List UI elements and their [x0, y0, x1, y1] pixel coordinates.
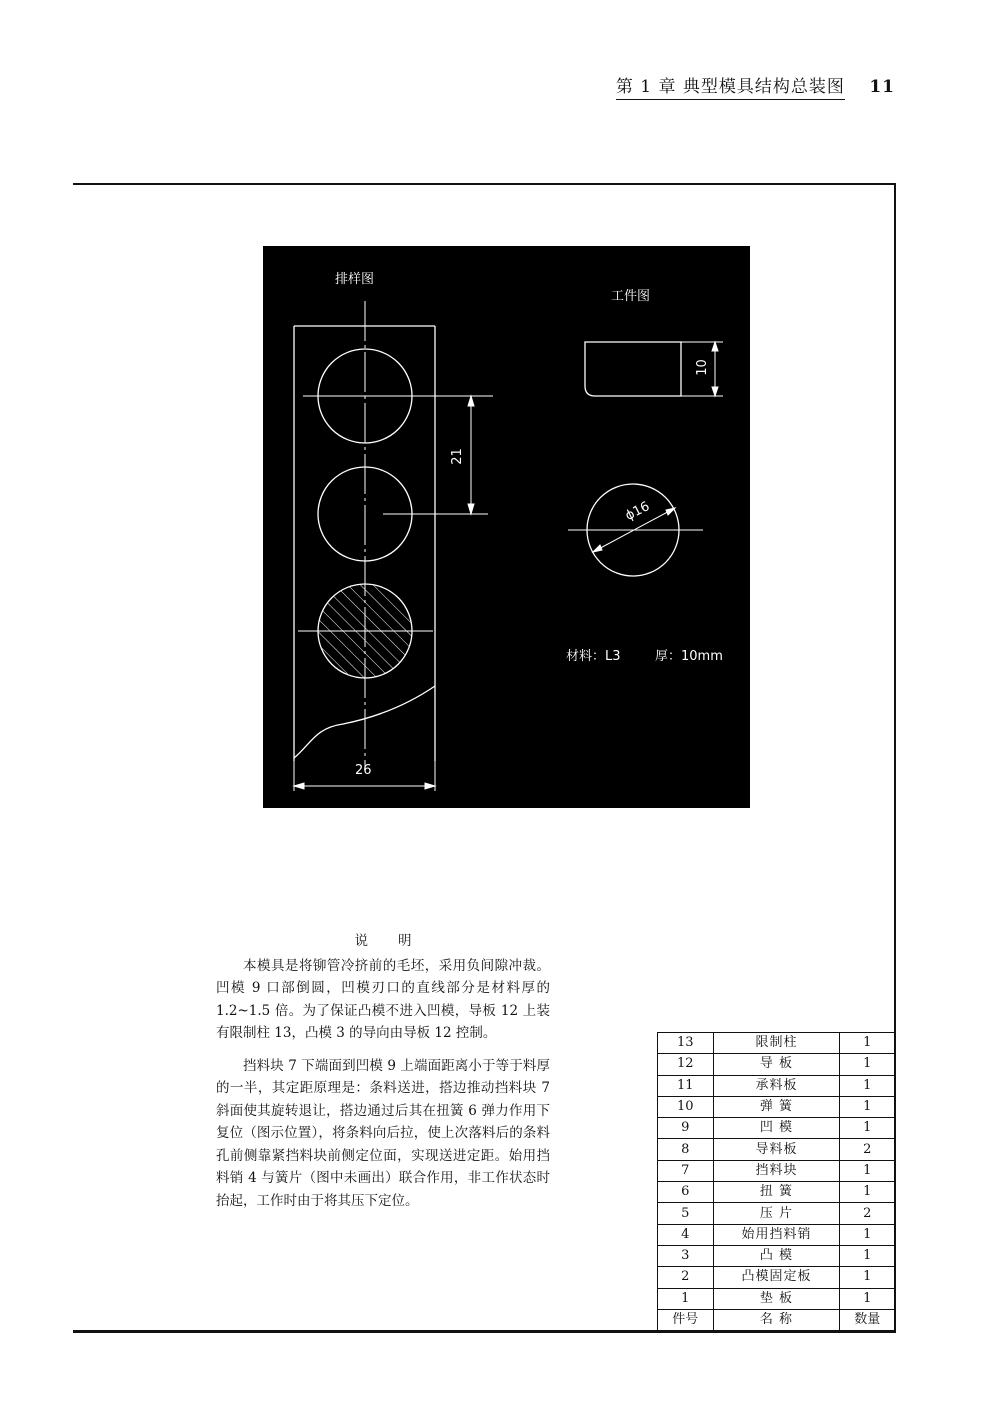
part-name: 凸 模: [713, 1245, 840, 1266]
header-qty: 数量: [840, 1309, 895, 1330]
part-name: 扭 簧: [713, 1182, 840, 1203]
table-row: [658, 1160, 895, 1181]
parts-table-header: [658, 1309, 895, 1330]
part-name: 凸模固定板: [713, 1267, 840, 1288]
part-quantity: 2: [840, 1203, 895, 1224]
pitch-dimension: 21: [449, 448, 465, 465]
table-row: [658, 1203, 895, 1224]
part-number: 5: [658, 1203, 714, 1224]
page-header: [616, 72, 895, 97]
part-name: 垫 板: [713, 1288, 840, 1309]
part-number: 11: [658, 1075, 714, 1096]
strip-layout-title: 排样图: [335, 272, 375, 287]
diameter-dimension: ϕ16: [622, 499, 653, 524]
notes-title: 说明: [354, 933, 442, 949]
part-name: 压 片: [713, 1203, 840, 1224]
notes-paragraph-1: 本模具是将铆管冷挤前的毛坯，采用负间隙冲裁。凹模 9 口部倒圆，凹模刃口的直线部分是材料厚的 1.2~1.5 倍。为了保证凸模不进入凹模，导板 12 上装有限制柱 13，凸模 3 的导向由导板 12 控制。: [216, 957, 550, 1041]
page-number: 11: [869, 77, 895, 97]
table-row: [658, 1288, 895, 1309]
part-number: 8: [658, 1139, 714, 1160]
header-no: 件号: [658, 1309, 714, 1330]
part-name: 挡料块: [713, 1160, 840, 1181]
part-number: 6: [658, 1182, 714, 1203]
material-label: 材料：L3: [566, 649, 621, 664]
part-name: 承料板: [713, 1075, 840, 1096]
part-name: 始用挡料销: [713, 1224, 840, 1245]
part-number: 13: [658, 1033, 714, 1054]
part-quantity: 1: [840, 1182, 895, 1203]
parts-table: [657, 1032, 895, 1331]
part-name: 弹 簧: [713, 1096, 840, 1117]
part-quantity: 1: [840, 1033, 895, 1054]
table-row: [658, 1075, 895, 1096]
notes-paragraph-2: 挡料块 7 下端面到凹模 9 上端面距离小于等于料厚的一半，其定距原理是：条料送进，搭边推动挡料块 7 斜面使其旋转退让，搭边通过后其在扭簧 6 弹力作用下复位（图示位置），将条料向后拉，使上次落料后的条料孔前侧靠紧挡料块前侧定位面，实现送进定距。始用挡料销 4 与簧片（图中未画出）联合作用，非工作状态时抬起，工作时由于将其压下定位。: [216, 1057, 550, 1209]
table-row: [658, 1033, 895, 1054]
table-row: [658, 1245, 895, 1266]
part-quantity: 1: [840, 1245, 895, 1266]
part-number: 2: [658, 1267, 714, 1288]
technical-drawing: [263, 246, 750, 808]
table-row: [658, 1267, 895, 1288]
part-quantity: 1: [840, 1224, 895, 1245]
part-number: 12: [658, 1054, 714, 1075]
chapter-title: 第 1 章 典型模具结构总装图: [616, 77, 845, 100]
part-quantity: 1: [840, 1160, 895, 1181]
part-quantity: 1: [840, 1096, 895, 1117]
part-number: 1: [658, 1288, 714, 1309]
parts-table-body: [658, 1033, 895, 1310]
part-drawing-title: 工件图: [611, 289, 651, 304]
hatched-circle-fill: [313, 579, 417, 683]
part-number: 7: [658, 1160, 714, 1181]
part-side-view: [585, 342, 681, 396]
part-quantity: 1: [840, 1054, 895, 1075]
part-number: 4: [658, 1224, 714, 1245]
table-row: [658, 1224, 895, 1245]
table-row: [658, 1054, 895, 1075]
part-number: 9: [658, 1118, 714, 1139]
header-name: 名 称: [713, 1309, 840, 1330]
part-name: 导料板: [713, 1139, 840, 1160]
part-quantity: 1: [840, 1288, 895, 1309]
part-name: 导 板: [713, 1054, 840, 1075]
part-number: 3: [658, 1245, 714, 1266]
table-row: [658, 1096, 895, 1117]
thickness-label: 厚：10mm: [655, 649, 723, 664]
part-number: 10: [658, 1096, 714, 1117]
part-name: 凹 模: [713, 1118, 840, 1139]
part-name: 限制柱: [713, 1033, 840, 1054]
table-row: [658, 1182, 895, 1203]
part-quantity: 1: [840, 1118, 895, 1139]
part-quantity: 2: [840, 1139, 895, 1160]
notes-section: [216, 930, 550, 1212]
table-row: [658, 1118, 895, 1139]
table-row: [658, 1139, 895, 1160]
part-quantity: 1: [840, 1075, 895, 1096]
drawing-graphics: [263, 246, 750, 808]
part-quantity: 1: [840, 1267, 895, 1288]
height-dimension: 10: [694, 359, 710, 376]
strip-center-lines: [298, 301, 493, 771]
width-dimension: 26: [355, 763, 372, 778]
frame-top-border: [73, 183, 896, 185]
